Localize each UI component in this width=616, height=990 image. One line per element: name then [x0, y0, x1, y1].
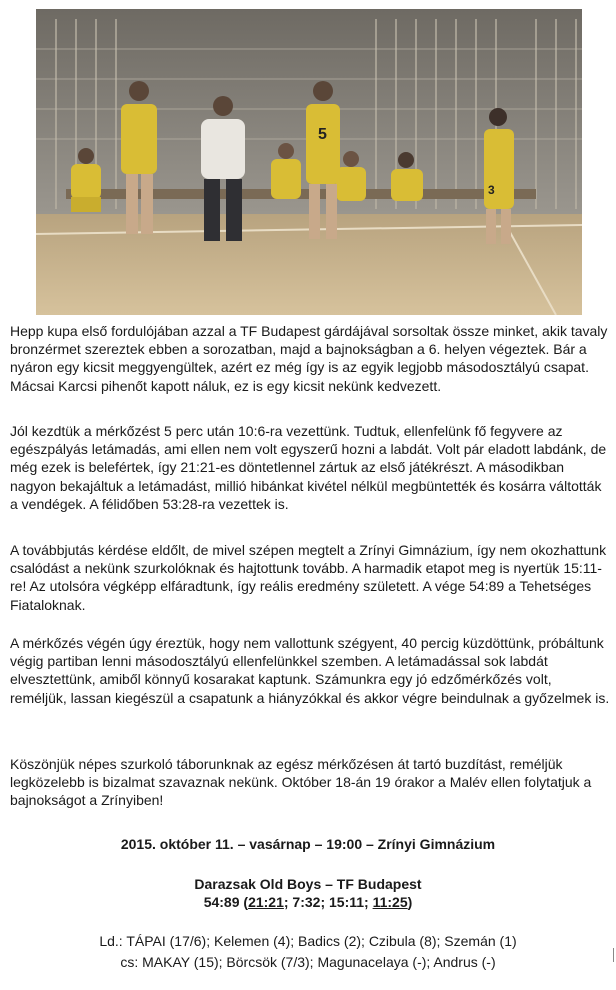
article-paragraph-5: Köszönjük népes szurkoló táborunknak az egész mérkőzésen át tartó buzdítást, reméljük legközelebb is bizalmat szavaznak nekünk. Október 18-án 19 órakor a Malév ellen folytatjuk a bajnokságot a Zrínyiben! — [10, 756, 592, 809]
article-paragraph-1: Hepp kupa első fordulójában azzal a TF Budapest gárdájával sorsoltak össze minket, akik tavaly bronzérmet szereztek ebben a sorozatban, majd a bajnokságban a 6. helyen végeztek. Bár a nyáron egy kicsit meggyengültek, azért ez még így is az egyik legjobb másodosztályú csapat. Mácsai Karcsi pihenőt kapott náluk, ez is egy kicsit nekünk kedvezett. — [10, 323, 608, 394]
article-paragraph-4: A mérkőzés végén úgy éreztük, hogy nem vallottunk szégyent, 40 percig küzdöttünk, próbáltunk végig partiban lenni másodosztályú ellenfelünkkel szemben. A letámadással sok labdát elvesztettünk, amiből könnyű kosarakat kaptunk. Számunkra egy jó edzőmérkőzés volt, reméljük, lassan kiegészül a csapatunk a hiányzókkal és akkor végre beindulnak a győzelmek is. — [10, 635, 610, 706]
score-close: ) — [407, 894, 413, 910]
score-q-rest: ; 7:32; 15:11; — [283, 894, 373, 910]
jersey-number-5: 5 — [318, 126, 327, 143]
article-paragraph-3: A továbbjutás kérdése eldőlt, de mivel szépen megtelt a Zrínyi Gimnázium, így nem okozhattunk csalódást a nekünk szurkolóknak és hajtottunk tovább. A harmadik etapot meg is nyertük 15:11-re! Az utolsóra végképp elfáradtunk, így reális eredmény született. A vége 54:89 a Tehetséges Fiataloknak. — [10, 542, 607, 613]
team-photo — [36, 9, 582, 315]
jersey-number-3: 3 — [488, 183, 495, 197]
match-date-line: 2015. október 11. – vasárnap – 19:00 – Zrínyi Gimnázium — [120, 836, 496, 852]
match-score — [0, 893, 616, 911]
match-teams: Darazsak Old Boys – TF Budapest — [194, 876, 422, 892]
article-paragraph-2: Jól kezdtük a mérkőzést 5 perc után 10:6-ra vezettünk. Tudtuk, ellenfelünk fő fegyvere az egészpályás letámadás, ami ellen nem volt egyszerű hozni a labdát. Volt pár eladott labdánk, de még ezek is belefértek, így 21:21-es döntetlennel zártuk az első játékrészt. A másodikban nagyon bekajáltuk a letámadást, millió hibánkat kivétel nélkül megbüntették és kosárra váltották a vendégek. A félidőben 53:28-ra vezettek is. — [10, 423, 607, 512]
players-line-2: cs: MAKAY (15); Börcsök (7/3); Magunacelaya (-); Andrus (-) — [120, 954, 496, 970]
score-open: ( — [239, 894, 249, 910]
score-q4: 11:25 — [372, 894, 408, 910]
players-line-1: Ld.: TÁPAI (17/6); Kelemen (4); Badics (2); Czibula (8); Szemán (1) — [99, 933, 517, 949]
page-edge-mark — [613, 948, 614, 962]
score-total: 54:89 — [203, 894, 240, 910]
score-q1: 21:21 — [248, 894, 284, 910]
